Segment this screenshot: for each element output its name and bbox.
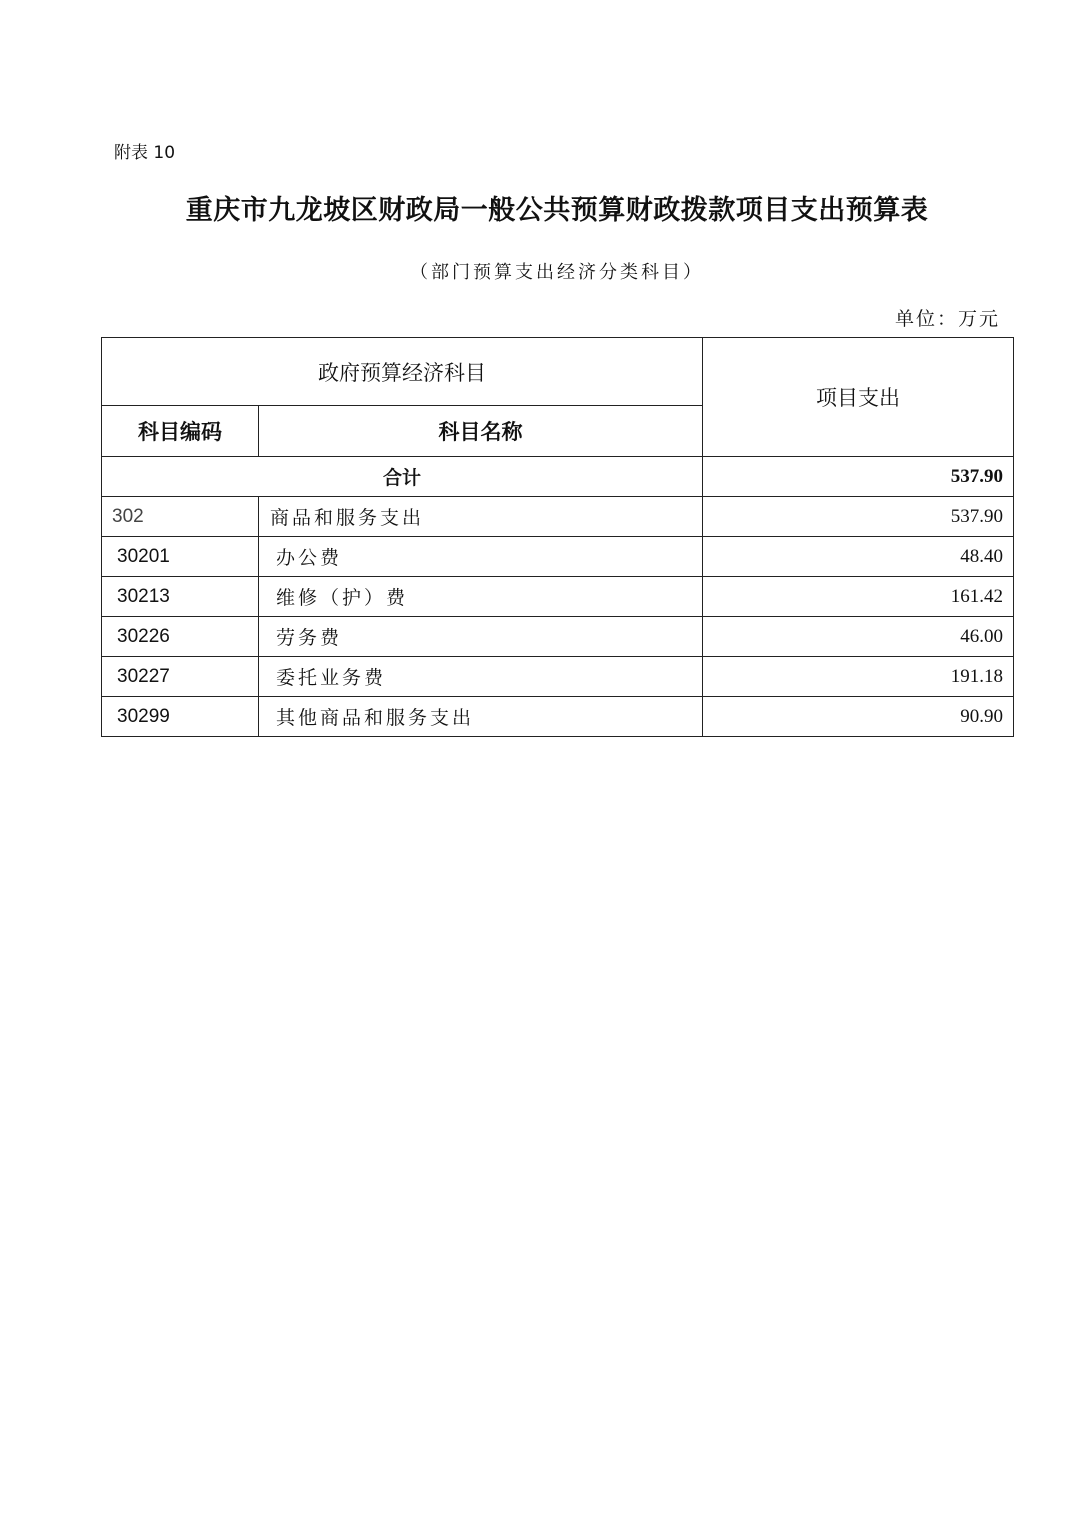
- subject-code: 30213: [102, 577, 259, 617]
- project-amount: 161.42: [703, 577, 1014, 617]
- column-header-name: 科目名称: [259, 406, 703, 457]
- unit-label: 单位：万元: [894, 308, 1000, 330]
- total-row: [102, 457, 1014, 497]
- document-title: 重庆市九龙坡区财政局一般公共预算财政拨款项目支出预算表: [185, 195, 929, 226]
- project-amount: 191.18: [703, 657, 1014, 697]
- column-header-project-spending: 项目支出: [703, 338, 1014, 457]
- column-group-header: 政府预算经济科目: [102, 338, 703, 406]
- subject-code: 30201: [102, 537, 259, 577]
- subject-code: 30299: [102, 697, 259, 737]
- project-amount: 90.90: [703, 697, 1014, 737]
- subject-name: 委托业务费: [259, 657, 703, 697]
- table-row: [102, 537, 1014, 577]
- subject-name: 商品和服务支出: [259, 497, 703, 537]
- project-amount: 46.00: [703, 617, 1014, 657]
- total-value: 537.90: [703, 457, 1014, 497]
- column-header-code: 科目编码: [102, 406, 259, 457]
- subject-name: 维修（护）费: [259, 577, 703, 617]
- table-row: [102, 617, 1014, 657]
- total-label: 合计: [102, 457, 703, 497]
- budget-table: [101, 337, 1014, 737]
- document-subtitle: （部门预算支出经济分类科目）: [410, 262, 704, 283]
- table-row: [102, 657, 1014, 697]
- subject-code: 30227: [102, 657, 259, 697]
- subject-code: 302: [102, 497, 259, 537]
- project-amount: 48.40: [703, 537, 1014, 577]
- attachment-label: 附表 10: [114, 143, 176, 163]
- table-row: [102, 497, 1014, 537]
- project-amount: 537.90: [703, 497, 1014, 537]
- header-row-group: [102, 338, 1014, 406]
- table-row: [102, 577, 1014, 617]
- table-row: [102, 697, 1014, 737]
- subject-name: 劳务费: [259, 617, 703, 657]
- subject-code: 30226: [102, 617, 259, 657]
- subject-name: 办公费: [259, 537, 703, 577]
- subject-name: 其他商品和服务支出: [259, 697, 703, 737]
